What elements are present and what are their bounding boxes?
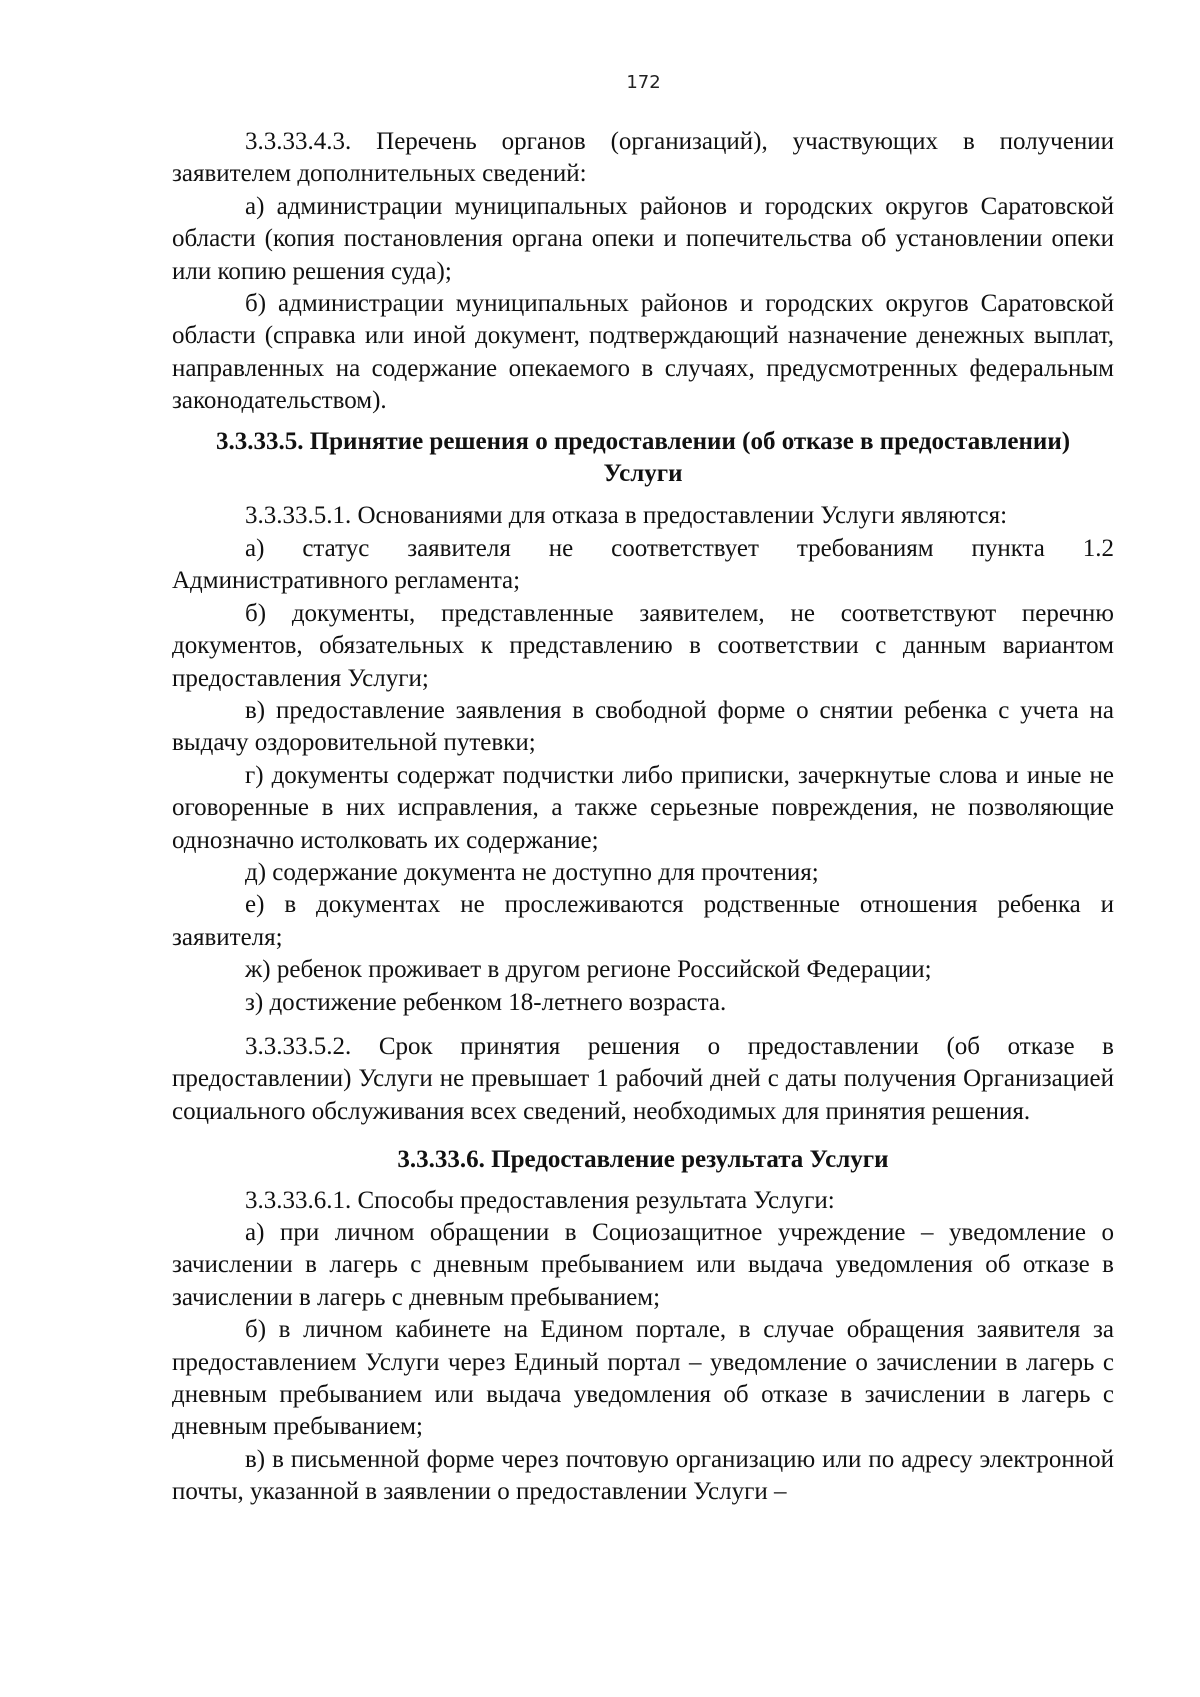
- result-method-a: а) при личном обращении в Социозащитное учреждение – уведомление о зачислении в лагерь с дневным пребыванием или выдача уведомления об отказе в зачислении в лагерь с дневным пребыванием;: [172, 1219, 1114, 1311]
- paragraph-3-3-33-5-1: 3.3.33.5.1. Основаниями для отказа в предоставлении Услуги являются:: [245, 502, 1008, 530]
- page-number: 172: [626, 72, 661, 93]
- refusal-reason-d: д) содержание документа не доступно для прочтения;: [245, 858, 819, 886]
- document-body: [172, 126, 1114, 1509]
- section-heading-3-3-33-6: 3.3.33.6. Предоставление результата Услуги: [397, 1146, 889, 1174]
- paragraph-3-3-33-4-3: 3.3.33.4.3. Перечень органов (организаций), участвующих в получении заявителем дополнительных сведений:: [172, 128, 1114, 188]
- list-item-a: а) администрации муниципальных районов и городских округов Саратовской области (копия постановления органа опеки и попечительства об установлении опеки или копию решения суда);: [172, 192, 1114, 285]
- paragraph-3-3-33-5-2: 3.3.33.5.2. Срок принятия решения о предоставлении (об отказе в предоставлении) Услуги не превышает 1 рабочий дней с даты получения Организацией социального обслуживания всех сведений, необходимых для принятия решения.: [172, 1032, 1114, 1125]
- refusal-reason-b: б) документы, представленные заявителем, не соответствуют перечню документов, обязательных к представлению в соответствии с данным вариантом предоставления Услуги;: [172, 599, 1114, 692]
- paragraph-3-3-33-6-1: 3.3.33.6.1. Способы предоставления результата Услуги:: [245, 1186, 835, 1214]
- refusal-reason-a: а) статус заявителя не соответствует требованиям пункта 1.2 Административного регламента;: [172, 534, 1114, 595]
- refusal-reason-g: г) документы содержат подчистки либо приписки, зачеркнутые слова и иные не оговоренные в них исправления, а также серьезные повреждения, не позволяющие однозначно истолковать их содержание;: [172, 761, 1114, 854]
- result-method-b: б) в личном кабинете на Едином портале, в случае обращения заявителя за предоставлением Услуги через Единый портал – уведомление о зачислении в лагерь с дневным пребыванием или выдача уведомления об отказе в зачислении в лагерь с дневным пребыванием;: [172, 1316, 1114, 1441]
- refusal-reason-zh: ж) ребенок проживает в другом регионе Российской Федерации;: [245, 956, 932, 984]
- refusal-reason-v: в) предоставление заявления в свободной форме о снятии ребенка с учета на выдачу оздоровительной путевки;: [172, 696, 1114, 757]
- result-method-v: в) в письменной форме через почтовую организацию или по адресу электронной почты, указанной в заявлении о предоставлении Услуги –: [172, 1445, 1114, 1506]
- refusal-reason-e: е) в документах не прослеживаются родственные отношения ребенка и заявителя;: [172, 891, 1114, 951]
- refusal-reason-z: з) достижение ребенком 18-летнего возраста.: [245, 988, 727, 1016]
- list-item-b: б) администрации муниципальных районов и городских округов Саратовской области (справка или иной документ, подтверждающий назначение денежных выплат, направленных на содержание опекаемого в случаях, предусмотренных федеральным законодательством).: [172, 290, 1114, 415]
- section-heading-3-3-33-5: 3.3.33.5. Принятие решения о предоставлении (об отказе в предоставлении) Услуги: [215, 427, 1071, 488]
